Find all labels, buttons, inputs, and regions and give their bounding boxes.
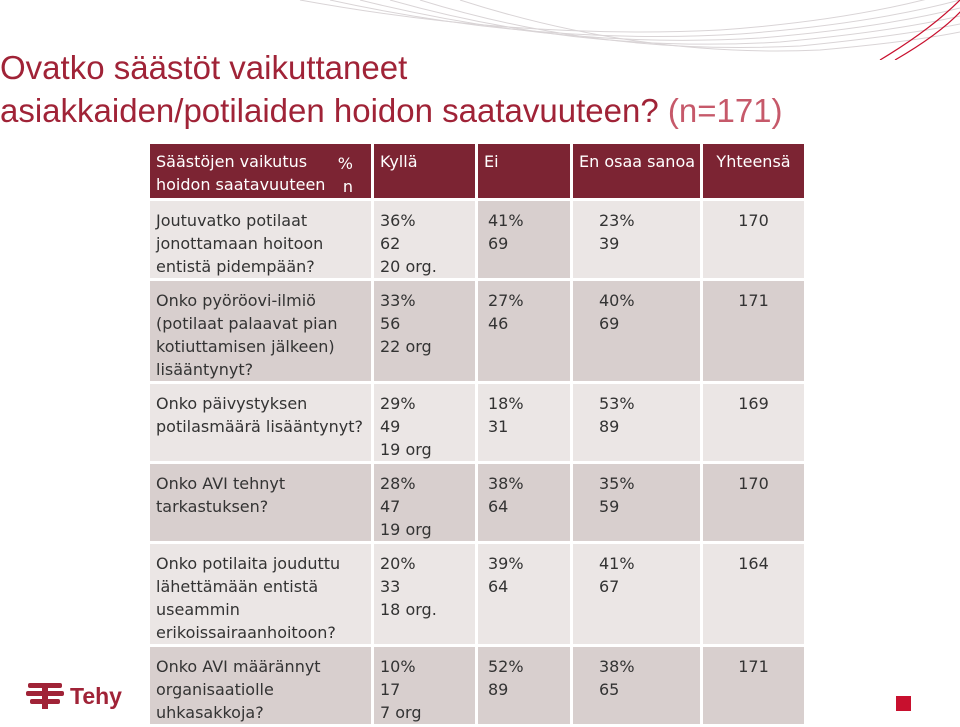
yes-orgs: 7 org [380,703,422,722]
yes-orgs: 19 org [380,440,432,459]
title-line-1: Ovatko säästöt vaikuttaneet [0,49,408,86]
question-line: Onko potilaita jouduttu [156,554,341,573]
yes-cell [374,464,475,541]
no-percent: 27% [488,291,524,310]
dont-know-percent: 40% [599,291,635,310]
question-line: tarkastuksen? [156,497,269,516]
question-line: lisääntynyt? [156,360,254,379]
no-cell [478,201,570,278]
page-title [0,46,960,132]
total-cell: 164 [703,544,804,644]
yes-orgs: 20 org. [380,257,437,276]
dont-know-count: 69 [599,314,620,333]
yes-percent: 28% [380,474,416,493]
dont-know-cell [573,544,700,644]
yes-orgs: 19 org [380,520,432,539]
sample-size: (n=171) [667,92,783,129]
no-cell [478,647,570,724]
header-percent: % [337,154,353,173]
question-line: organisaatiolle [156,680,274,699]
no-cell [478,544,570,644]
yes-count: 49 [380,417,401,436]
header-yes: Kyllä [374,144,475,198]
dont-know-count: 39 [599,234,620,253]
table-row [150,201,804,278]
no-count: 46 [488,314,509,333]
dont-know-cell [573,647,700,724]
question-cell [150,544,371,644]
total-cell: 171 [703,281,804,381]
yes-percent: 33% [380,291,416,310]
table-row [150,647,804,724]
table-header-row [150,144,804,198]
total-cell: 171 [703,647,804,724]
question-cell [150,464,371,541]
no-cell [478,281,570,381]
no-count: 89 [488,680,509,699]
question-line: useammin [156,600,240,619]
dont-know-cell [573,464,700,541]
table-row [150,464,804,541]
question-line: Onko pyöröovi-ilmiö [156,291,316,310]
yes-orgs: 18 org. [380,600,437,619]
dont-know-count: 59 [599,497,620,516]
accent-square [896,696,911,711]
dont-know-cell [573,384,700,461]
question-line: erikoissairaanhoitoon? [156,623,336,642]
table-row [150,281,804,381]
question-cell [150,281,371,381]
no-percent: 18% [488,394,524,413]
no-count: 64 [488,497,509,516]
total-cell: 170 [703,201,804,278]
yes-cell [374,647,475,724]
question-line: kotiuttamisen jälkeen) [156,337,335,356]
header-total: Yhteensä [703,144,804,198]
no-count: 69 [488,234,509,253]
no-cell [478,384,570,461]
header-question-line-1: Säästöjen vaikutus [156,152,308,171]
header-question [150,144,371,198]
dont-know-percent: 53% [599,394,635,413]
question-line: uhkasakkoja? [156,703,264,722]
yes-count: 62 [380,234,401,253]
yes-cell [374,201,475,278]
title-line-2 [0,89,960,132]
header-no: Ei [478,144,570,198]
question-line: Onko AVI määrännyt [156,657,321,676]
dont-know-cell [573,281,700,381]
no-percent: 52% [488,657,524,676]
question-line: jonottamaan hoitoon [156,234,324,253]
table-row [150,384,804,461]
question-line: lähettämään entistä [156,577,319,596]
dont-know-percent: 23% [599,211,635,230]
no-percent: 39% [488,554,524,573]
dont-know-percent: 41% [599,554,635,573]
table-row [150,544,804,644]
yes-percent: 29% [380,394,416,413]
question-line: Onko AVI tehnyt [156,474,286,493]
question-cell [150,647,371,724]
yes-cell [374,384,475,461]
dont-know-count: 67 [599,577,620,596]
no-cell [478,464,570,541]
yes-percent: 36% [380,211,416,230]
yes-count: 56 [380,314,401,333]
question-cell [150,384,371,461]
title-line-2-text: asiakkaiden/potilaiden hoidon saatavuuteen? [0,92,659,129]
logo-text: Tehy [70,683,122,709]
no-count: 64 [488,577,509,596]
yes-count: 47 [380,497,401,516]
header-n: n [342,177,353,196]
results-table [147,141,807,727]
question-cell [150,201,371,278]
question-line: potilasmäärä lisääntynyt? [156,417,364,436]
question-line: Onko päivystyksen [156,394,308,413]
yes-cell [374,281,475,381]
yes-count: 17 [380,680,401,699]
question-line: Joutuvatko potilaat [156,211,308,230]
dont-know-count: 89 [599,417,620,436]
header-dont-know: En osaa sanoa [573,144,700,198]
question-line: (potilaat palaavat pian [156,314,338,333]
yes-count: 33 [380,577,401,596]
no-count: 31 [488,417,509,436]
no-percent: 41% [488,211,524,230]
total-cell: 169 [703,384,804,461]
yes-percent: 10% [380,657,416,676]
dont-know-percent: 35% [599,474,635,493]
dont-know-count: 65 [599,680,620,699]
yes-cell [374,544,475,644]
question-line: entistä pidempään? [156,257,315,276]
dont-know-cell [573,201,700,278]
dont-know-percent: 38% [599,657,635,676]
header-question-line-2: hoidon saatavuuteen [156,175,326,194]
total-cell: 170 [703,464,804,541]
yes-percent: 20% [380,554,416,573]
yes-orgs: 22 org [380,337,432,356]
no-percent: 38% [488,474,524,493]
